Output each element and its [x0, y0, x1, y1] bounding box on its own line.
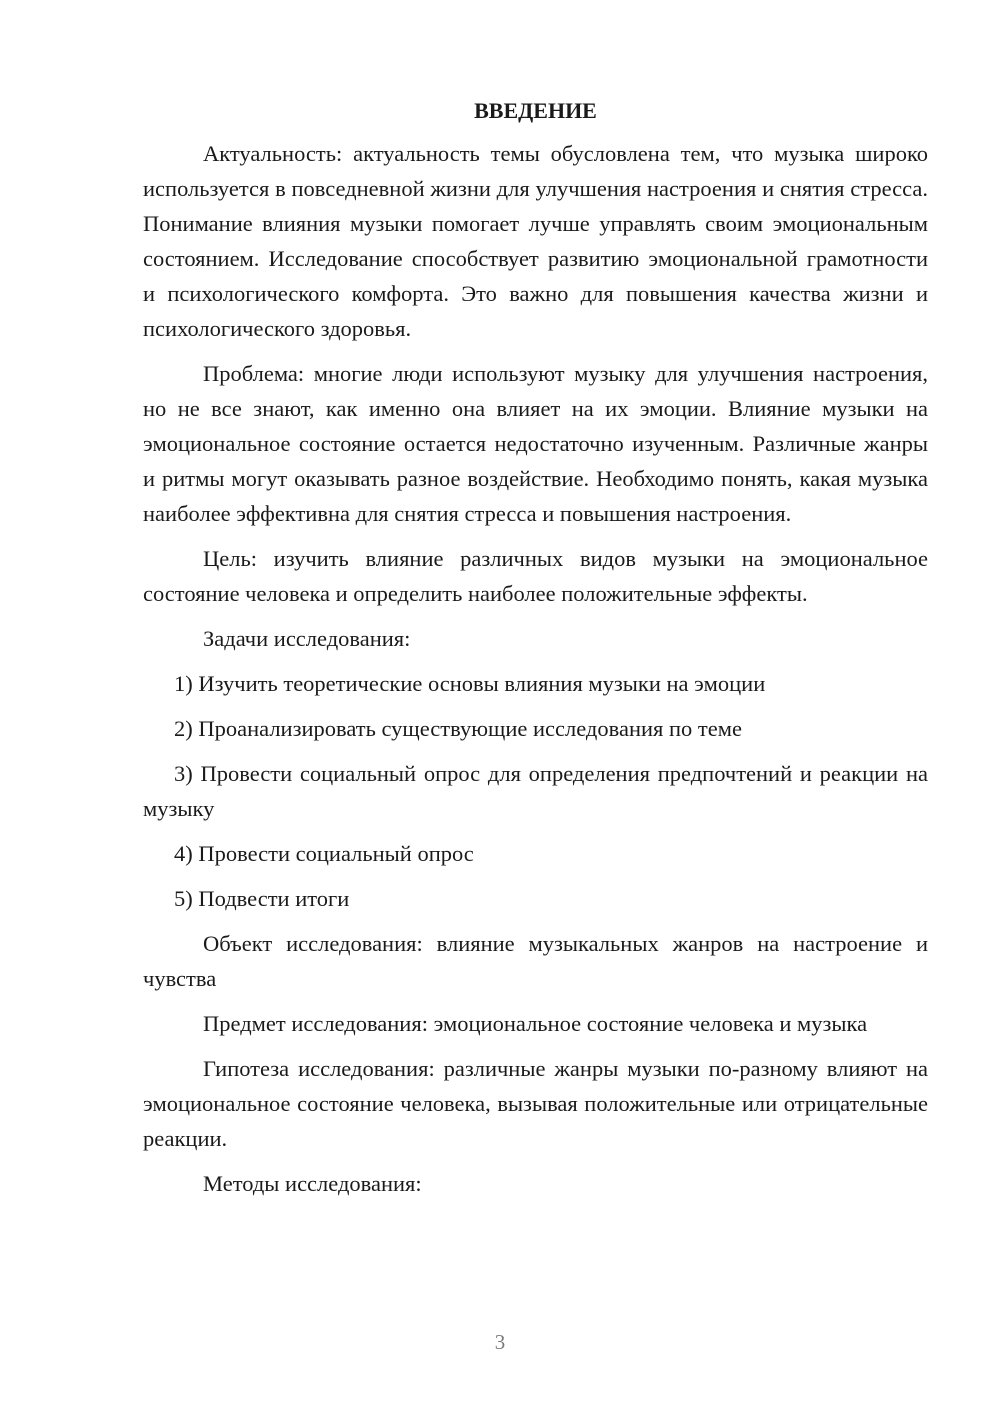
subject-paragraph: Предмет исследования: эмоциональное состояние человека и музыка	[203, 1011, 868, 1036]
object-paragraph: Объект исследования: влияние музыкальных жанров на настроение и чувства	[143, 931, 928, 991]
page-content	[143, 94, 928, 1211]
task-item: 5) Подвести итоги	[174, 886, 350, 911]
page-number: 3	[494, 1330, 506, 1354]
task-item: 1) Изучить теоретические основы влияния музыки на эмоции	[174, 671, 766, 696]
hypothesis-paragraph: Гипотеза исследования: различные жанры музыки по-разному влияют на эмоциональное состояние человека, вызывая положительные или отрицательные реакции.	[143, 1056, 928, 1151]
task-item: 3) Провести социальный опрос для определения предпочтений и реакции на музыку	[143, 761, 928, 821]
relevance-paragraph: Актуальность: актуальность темы обусловлена тем, что музыка широко используется в повседневной жизни для улучшения настроения и снятия стресса. Понимание влияния музыки помогает лучше управлять своим эмоциональным состоянием. Исследование способствует развитию эмоциональной грамотности и психологического комфорта. Это важно для повышения качества жизни и психологического здоровья.	[143, 141, 928, 341]
problem-paragraph: Проблема: многие люди используют музыку для улучшения настроения, но не все знают, как именно она влияет на их эмоции. Влияние музыки на эмоциональное состояние остается недостаточно изученным. Различные жанры и ритмы могут оказывать разное воздействие. Необходимо понять, какая музыка наиболее эффективна для снятия стресса и повышения настроения.	[143, 361, 928, 526]
goal-paragraph: Цель: изучить влияние различных видов музыки на эмоциональное состояние человека и определить наиболее положительные эффекты.	[143, 546, 928, 606]
methods-paragraph: Методы исследования:	[203, 1171, 422, 1196]
task-item: 2) Проанализировать существующие исследования по теме	[174, 716, 742, 741]
task-item: 4) Провести социальный опрос	[174, 841, 474, 866]
tasks-intro: Задачи исследования:	[203, 626, 411, 651]
section-heading: ВВЕДЕНИЕ	[474, 98, 597, 123]
